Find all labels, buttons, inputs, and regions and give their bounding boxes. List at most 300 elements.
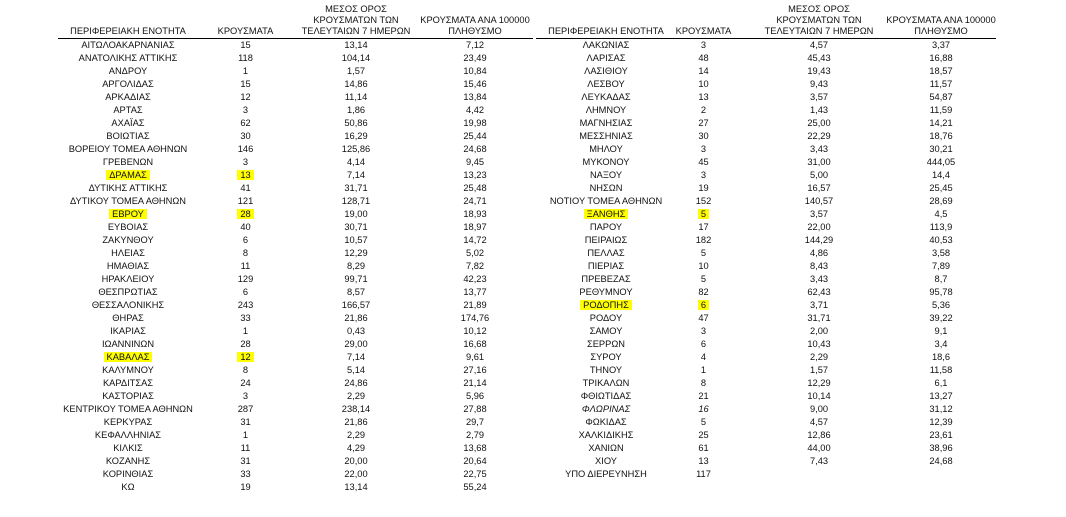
cell-avg7 bbox=[759, 260, 879, 273]
cell-avg7-text: 104,14 bbox=[341, 53, 371, 63]
cell-region bbox=[536, 78, 676, 91]
cell-cases-text: 31 bbox=[240, 417, 251, 427]
cell-cases-text: 1 bbox=[242, 326, 249, 336]
cell-region-text: ΚΟΖΑΝΗΣ bbox=[105, 456, 151, 466]
cell-region bbox=[58, 286, 198, 299]
cell-cases-text: 5 bbox=[700, 274, 707, 284]
cell-avg7-text: 125,86 bbox=[341, 144, 371, 154]
cell-per100k-text: 18,6 bbox=[931, 352, 951, 362]
cell-per100k-text: 13,68 bbox=[463, 443, 487, 453]
cell-per100k-text: 31,12 bbox=[929, 404, 953, 414]
cell-per100k-text: 42,23 bbox=[463, 274, 487, 284]
cell-avg7-text: 9,43 bbox=[809, 79, 829, 89]
cell-cases-text: 1 bbox=[242, 430, 249, 440]
cell-avg7-text: 16,29 bbox=[344, 131, 368, 141]
cell-avg7-text: 12,29 bbox=[807, 378, 831, 388]
cell-region bbox=[536, 312, 676, 325]
cell-region bbox=[536, 182, 676, 195]
cell-cases-text: 24 bbox=[240, 378, 251, 388]
cell-cases-text: 6 bbox=[242, 287, 249, 297]
cell-cases bbox=[208, 182, 283, 195]
cell-cases bbox=[666, 351, 741, 364]
cell-cases bbox=[666, 403, 741, 416]
cell-avg7-text: 3,57 bbox=[809, 209, 829, 219]
cell-region-text: ΛΑΡΙΣΑΣ bbox=[586, 53, 626, 63]
cell-cases bbox=[208, 481, 283, 494]
cell-avg7-text: 3,71 bbox=[809, 300, 829, 310]
cell-cases bbox=[208, 234, 283, 247]
cell-region-text: ΑΧΑΪΑΣ bbox=[111, 118, 145, 128]
cell-region bbox=[58, 364, 198, 377]
cell-per100k bbox=[876, 286, 1006, 299]
cell-cases bbox=[208, 195, 283, 208]
cell-region bbox=[58, 221, 198, 234]
cell-region-text: ΠΕΛΛΑΣ bbox=[587, 248, 625, 258]
cell-per100k bbox=[410, 403, 540, 416]
cell-avg7-text: 128,71 bbox=[341, 196, 371, 206]
header-avg7 bbox=[759, 4, 879, 37]
cell-region-text: ΜΗΛΟΥ bbox=[589, 144, 623, 154]
cell-avg7 bbox=[296, 65, 416, 78]
cell-region bbox=[58, 91, 198, 104]
cell-avg7 bbox=[296, 52, 416, 65]
cell-region-text: ΜΕΣΣΗΝΙΑΣ bbox=[579, 131, 633, 141]
cell-avg7-text: 2,29 bbox=[809, 352, 829, 362]
cell-region-text: ΠΑΡΟΥ bbox=[589, 222, 623, 232]
cell-per100k bbox=[410, 234, 540, 247]
cell-per100k-text: 21,89 bbox=[463, 300, 487, 310]
cell-per100k bbox=[876, 221, 1006, 234]
cell-avg7-text: 14,86 bbox=[344, 79, 368, 89]
cell-region bbox=[536, 260, 676, 273]
cell-region-text: ΡΕΘΥΜΝΟΥ bbox=[579, 287, 633, 297]
cell-cases bbox=[666, 130, 741, 143]
cell-region bbox=[536, 143, 676, 156]
cell-per100k-text: 444,05 bbox=[926, 157, 956, 167]
cell-per100k bbox=[410, 78, 540, 91]
cell-cases bbox=[666, 143, 741, 156]
cell-cases-text: 16 bbox=[698, 404, 709, 414]
cell-region-text: ΛΑΣΙΘΙΟΥ bbox=[584, 66, 628, 76]
cell-region bbox=[58, 156, 198, 169]
cell-cases-text: 13 bbox=[237, 170, 253, 180]
cell-cases bbox=[666, 429, 741, 442]
cell-region-text: ΙΩΑΝΝΙΝΩΝ bbox=[101, 339, 155, 349]
cell-cases bbox=[666, 364, 741, 377]
cell-region-text: ΛΑΚΩΝΙΑΣ bbox=[582, 40, 630, 50]
cell-region-text: ΔΡΑΜΑΣ bbox=[106, 170, 150, 180]
cell-avg7-text: 3,43 bbox=[809, 144, 829, 154]
cell-per100k-text: 3,4 bbox=[934, 339, 948, 349]
cell-cases-text: 182 bbox=[695, 235, 712, 245]
cell-avg7-text: 4,14 bbox=[346, 157, 366, 167]
cell-per100k bbox=[410, 286, 540, 299]
header-region: ΠΕΡΙΦΕΡΕΙΑΚΗ ΕΝΟΤΗΤΑ bbox=[70, 26, 186, 36]
cell-region-text: ΣΕΡΡΩΝ bbox=[586, 339, 625, 349]
cell-avg7 bbox=[759, 39, 879, 52]
cell-per100k bbox=[410, 208, 540, 221]
cell-cases bbox=[208, 39, 283, 52]
cell-per100k-text: 11,57 bbox=[929, 79, 953, 89]
cell-cases bbox=[666, 78, 741, 91]
cell-region bbox=[536, 286, 676, 299]
cell-per100k bbox=[410, 312, 540, 325]
cell-region bbox=[536, 65, 676, 78]
cell-per100k bbox=[876, 143, 1006, 156]
cell-per100k-text: 9,45 bbox=[465, 157, 485, 167]
cell-cases-text: 14 bbox=[698, 66, 709, 76]
cell-per100k bbox=[876, 416, 1006, 429]
cell-cases bbox=[208, 455, 283, 468]
cell-per100k bbox=[410, 156, 540, 169]
cell-avg7-text: 5,00 bbox=[809, 170, 829, 180]
cell-avg7-text: 4,86 bbox=[809, 248, 829, 258]
cell-per100k-text: 18,93 bbox=[463, 209, 487, 219]
cell-region bbox=[58, 169, 198, 182]
cell-region-text: ΑΝΑΤΟΛΙΚΗΣ ΑΤΤΙΚΗΣ bbox=[78, 53, 178, 63]
cell-per100k-text: 25,48 bbox=[463, 183, 487, 193]
cell-cases bbox=[666, 325, 741, 338]
cell-per100k bbox=[876, 182, 1006, 195]
cell-cases-text: 3 bbox=[242, 157, 249, 167]
cell-region bbox=[58, 260, 198, 273]
cell-avg7-text: 30,71 bbox=[344, 222, 368, 232]
cell-region-text: ΔΥΤΙΚΟΥ ΤΟΜΕΑ ΑΘΗΝΩΝ bbox=[69, 196, 187, 206]
cell-cases-text: 1 bbox=[700, 365, 707, 375]
cell-avg7 bbox=[759, 312, 879, 325]
cell-region-text: ΝΗΣΩΝ bbox=[589, 183, 623, 193]
cell-cases bbox=[208, 442, 283, 455]
cell-avg7-text: 20,00 bbox=[344, 456, 368, 466]
cell-per100k bbox=[876, 234, 1006, 247]
cell-per100k bbox=[410, 247, 540, 260]
cell-cases-text: 6 bbox=[700, 339, 707, 349]
cell-per100k bbox=[410, 182, 540, 195]
cell-region-text: ΧΑΝΙΩΝ bbox=[588, 443, 624, 453]
cell-cases-text: 8 bbox=[700, 378, 707, 388]
cell-region bbox=[536, 52, 676, 65]
cell-avg7-text: 4,57 bbox=[809, 417, 829, 427]
cell-per100k bbox=[876, 325, 1006, 338]
cell-region bbox=[58, 143, 198, 156]
cell-per100k bbox=[410, 364, 540, 377]
cell-region bbox=[58, 429, 198, 442]
cell-cases-text: 8 bbox=[242, 248, 249, 258]
cell-avg7 bbox=[759, 403, 879, 416]
cell-per100k-text: 27,88 bbox=[463, 404, 487, 414]
cell-avg7 bbox=[759, 169, 879, 182]
cell-per100k bbox=[410, 325, 540, 338]
cell-avg7-text: 4,57 bbox=[809, 40, 829, 50]
cell-per100k-text: 9,1 bbox=[934, 326, 948, 336]
cell-region-text: ΤΗΝΟΥ bbox=[589, 365, 623, 375]
cell-cases-text: 48 bbox=[698, 53, 709, 63]
header-avg7-line3: ΤΕΛΕΥΤΑΙΩΝ 7 ΗΜΕΡΩΝ bbox=[764, 26, 874, 36]
cell-avg7 bbox=[296, 455, 416, 468]
cell-cases bbox=[666, 390, 741, 403]
cell-region-text: ΜΑΓΝΗΣΙΑΣ bbox=[579, 118, 633, 128]
cell-per100k-text: 16,68 bbox=[463, 339, 487, 349]
header-avg7-line1: ΜΕΣΟΣ ΟΡΟΣ bbox=[788, 4, 850, 14]
cell-avg7-text: 144,29 bbox=[804, 235, 834, 245]
cell-per100k-text: 5,02 bbox=[465, 248, 485, 258]
cell-avg7 bbox=[759, 325, 879, 338]
cell-avg7-text: 29,00 bbox=[344, 339, 368, 349]
cell-region bbox=[58, 117, 198, 130]
cell-cases bbox=[208, 390, 283, 403]
cell-region bbox=[536, 351, 676, 364]
cell-avg7-text: 22,29 bbox=[807, 131, 831, 141]
header-per100k-line1: ΚΡΟΥΣΜΑΤΑ ΑΝΑ 100000 bbox=[886, 15, 996, 25]
cell-cases-text: 41 bbox=[240, 183, 251, 193]
cell-cases-text: 3 bbox=[700, 40, 707, 50]
cell-region-text: ΝΑΞΟΥ bbox=[589, 170, 623, 180]
cell-region-text: ΚΕΦΑΛΛΗΝΙΑΣ bbox=[94, 430, 162, 440]
cell-region bbox=[58, 65, 198, 78]
cell-avg7 bbox=[296, 403, 416, 416]
cell-avg7 bbox=[296, 390, 416, 403]
cell-cases bbox=[208, 260, 283, 273]
header-avg7-line2: ΚΡΟΥΣΜΑΤΩΝ ΤΩΝ bbox=[776, 15, 862, 25]
cell-avg7 bbox=[296, 208, 416, 221]
cell-avg7 bbox=[759, 377, 879, 390]
cell-cases-text: 13 bbox=[698, 92, 709, 102]
cell-avg7 bbox=[296, 429, 416, 442]
cell-cases bbox=[208, 364, 283, 377]
cell-avg7-text: 1,57 bbox=[346, 66, 366, 76]
cell-cases-text: 11 bbox=[240, 443, 251, 453]
cell-region-text: ΠΙΕΡΙΑΣ bbox=[587, 261, 625, 271]
cell-per100k-text: 3,37 bbox=[931, 40, 951, 50]
cell-cases-text: 3 bbox=[242, 105, 249, 115]
cell-region-text: ΦΛΩΡΙΝΑΣ bbox=[581, 404, 631, 414]
cell-avg7 bbox=[759, 156, 879, 169]
cell-avg7 bbox=[296, 273, 416, 286]
cell-per100k bbox=[410, 429, 540, 442]
cell-avg7-text: 10,57 bbox=[344, 235, 368, 245]
cell-avg7 bbox=[759, 221, 879, 234]
cell-per100k bbox=[876, 156, 1006, 169]
cell-per100k bbox=[876, 455, 1006, 468]
cell-region-text: ΛΕΥΚΑΔΑΣ bbox=[581, 92, 631, 102]
cell-region bbox=[58, 52, 198, 65]
cell-avg7-text: 7,43 bbox=[809, 456, 829, 466]
cell-region-text: ΚΑΣΤΟΡΙΑΣ bbox=[102, 391, 154, 401]
cell-avg7-text: 140,57 bbox=[804, 196, 834, 206]
cell-cases bbox=[666, 286, 741, 299]
cell-region bbox=[58, 442, 198, 455]
cell-avg7 bbox=[296, 351, 416, 364]
cell-avg7 bbox=[759, 78, 879, 91]
cell-cases-text: 12 bbox=[240, 92, 251, 102]
cell-per100k-text: 54,87 bbox=[929, 92, 953, 102]
cell-cases bbox=[666, 52, 741, 65]
cell-per100k bbox=[410, 338, 540, 351]
cell-avg7 bbox=[759, 182, 879, 195]
cell-region bbox=[536, 390, 676, 403]
cell-avg7-text: 13,14 bbox=[344, 40, 368, 50]
cell-per100k bbox=[410, 442, 540, 455]
cell-avg7-text: 9,00 bbox=[809, 404, 829, 414]
cell-per100k-text: 24,68 bbox=[929, 456, 953, 466]
cell-cases bbox=[666, 455, 741, 468]
cell-region-text: ΒΟΙΩΤΙΑΣ bbox=[106, 131, 150, 141]
cell-avg7 bbox=[759, 143, 879, 156]
cell-avg7 bbox=[759, 390, 879, 403]
cell-region bbox=[536, 442, 676, 455]
cell-per100k bbox=[410, 416, 540, 429]
cell-avg7 bbox=[296, 104, 416, 117]
cell-cases bbox=[666, 377, 741, 390]
cell-region bbox=[536, 39, 676, 52]
cell-per100k bbox=[410, 91, 540, 104]
cell-avg7 bbox=[296, 325, 416, 338]
cell-region bbox=[58, 130, 198, 143]
cell-cases-text: 62 bbox=[240, 118, 251, 128]
cell-region-text: ΚΑΛΥΜΝΟΥ bbox=[102, 365, 154, 375]
cell-region-text: ΑΡΚΑΔΙΑΣ bbox=[105, 92, 151, 102]
cell-per100k-text: 20,64 bbox=[463, 456, 487, 466]
cell-avg7-text: 13,14 bbox=[344, 482, 368, 492]
cell-region bbox=[536, 468, 676, 481]
cell-region bbox=[536, 299, 676, 312]
cell-avg7-text: 3,57 bbox=[809, 92, 829, 102]
cell-cases bbox=[666, 182, 741, 195]
cell-cases-text: 33 bbox=[240, 469, 251, 479]
cell-region bbox=[536, 104, 676, 117]
cell-avg7-text: 44,00 bbox=[807, 443, 831, 453]
cell-cases-text: 47 bbox=[698, 313, 709, 323]
cell-cases-text: 117 bbox=[696, 469, 711, 479]
cell-per100k-text: 14,21 bbox=[929, 118, 953, 128]
cell-region bbox=[58, 325, 198, 338]
cell-region bbox=[58, 247, 198, 260]
cell-cases-text: 121 bbox=[237, 196, 254, 206]
cell-avg7 bbox=[759, 208, 879, 221]
cell-cases-text: 10 bbox=[698, 79, 709, 89]
cell-region-text: ΙΚΑΡΙΑΣ bbox=[110, 326, 146, 336]
cell-avg7 bbox=[296, 78, 416, 91]
cell-avg7-text: 7,14 bbox=[346, 170, 366, 180]
cell-cases-text: 129 bbox=[237, 274, 254, 284]
cell-cases-text: 3 bbox=[700, 326, 707, 336]
cell-per100k-text: 14,4 bbox=[931, 170, 951, 180]
cell-region bbox=[536, 221, 676, 234]
cell-region bbox=[536, 208, 676, 221]
cell-cases-text: 61 bbox=[698, 443, 709, 453]
cell-cases-text: 152 bbox=[695, 196, 712, 206]
cell-avg7 bbox=[759, 104, 879, 117]
cell-region bbox=[58, 182, 198, 195]
cell-per100k-text: 9,61 bbox=[465, 352, 485, 362]
cell-avg7 bbox=[759, 117, 879, 130]
cell-cases bbox=[208, 273, 283, 286]
cell-per100k bbox=[410, 65, 540, 78]
cell-avg7-text: 2,29 bbox=[346, 391, 366, 401]
cell-region-text: ΑΝΔΡΟΥ bbox=[108, 66, 148, 76]
cell-region-text: ΦΘΙΩΤΙΔΑΣ bbox=[580, 391, 632, 401]
cell-region-text: ΚΕΝΤΡΙΚΟΥ ΤΟΜΕΑ ΑΘΗΝΩΝ bbox=[63, 404, 193, 414]
cell-region-text: ΛΗΜΝΟΥ bbox=[585, 105, 627, 115]
cell-per100k bbox=[876, 338, 1006, 351]
cell-cases bbox=[208, 117, 283, 130]
cell-region bbox=[58, 390, 198, 403]
cell-cases bbox=[208, 78, 283, 91]
cell-avg7-text: 12,86 bbox=[807, 430, 831, 440]
cell-per100k bbox=[876, 429, 1006, 442]
cell-avg7 bbox=[296, 130, 416, 143]
cell-per100k-text: 6,1 bbox=[934, 378, 948, 388]
cell-cases-text: 118 bbox=[238, 53, 253, 63]
cell-region bbox=[536, 377, 676, 390]
cell-region-text: ΖΑΚΥΝΘΟΥ bbox=[102, 235, 154, 245]
cell-avg7 bbox=[296, 143, 416, 156]
cell-cases-text: 5 bbox=[698, 209, 709, 219]
cell-per100k bbox=[876, 78, 1006, 91]
cell-avg7-text: 45,43 bbox=[807, 53, 831, 63]
cell-cases-text: 8 bbox=[242, 365, 249, 375]
cell-cases-text: 3 bbox=[700, 144, 707, 154]
cell-region-text: ΡΟΔΟΠΗΣ bbox=[580, 300, 632, 310]
cell-per100k-text: 22,75 bbox=[463, 469, 487, 479]
cell-cases-text: 82 bbox=[698, 287, 709, 297]
cell-per100k bbox=[410, 39, 540, 52]
cell-cases-text: 15 bbox=[240, 79, 251, 89]
cell-avg7-text: 1,86 bbox=[346, 105, 366, 115]
cell-avg7-text: 3,43 bbox=[809, 274, 829, 284]
cell-avg7 bbox=[759, 442, 879, 455]
cell-region bbox=[58, 377, 198, 390]
cell-region bbox=[58, 273, 198, 286]
cell-region-text: ΜΥΚΟΝΟΥ bbox=[582, 157, 630, 167]
cell-cases bbox=[208, 299, 283, 312]
header-avg7-line1: ΜΕΣΟΣ ΟΡΟΣ bbox=[325, 4, 387, 14]
cell-per100k-text: 39,22 bbox=[929, 313, 953, 323]
cell-region bbox=[536, 156, 676, 169]
cell-cases-text: 243 bbox=[237, 300, 254, 310]
cell-region bbox=[58, 481, 198, 494]
cell-avg7-text: 12,29 bbox=[344, 248, 368, 258]
cell-avg7-text: 8,43 bbox=[809, 261, 829, 271]
cell-region-text: ΣΑΜΟΥ bbox=[589, 326, 623, 336]
cell-region bbox=[536, 429, 676, 442]
cell-cases-text: 28 bbox=[237, 209, 253, 219]
cell-region bbox=[58, 312, 198, 325]
cell-avg7-text: 1,43 bbox=[809, 105, 829, 115]
cell-region bbox=[58, 351, 198, 364]
cell-region bbox=[58, 39, 198, 52]
cell-region bbox=[536, 273, 676, 286]
cell-avg7 bbox=[296, 39, 416, 52]
cell-per100k-text: 28,69 bbox=[929, 196, 953, 206]
cell-region-text: ΝΟΤΙΟΥ ΤΟΜΕΑ ΑΘΗΝΩΝ bbox=[549, 196, 663, 206]
cell-region bbox=[58, 78, 198, 91]
cell-cases-text: 1 bbox=[242, 66, 249, 76]
cell-region bbox=[58, 234, 198, 247]
cell-region-text: ΠΕΙΡΑΙΩΣ bbox=[584, 235, 628, 245]
cell-region bbox=[536, 416, 676, 429]
cell-region bbox=[536, 247, 676, 260]
cell-per100k bbox=[410, 221, 540, 234]
cell-avg7 bbox=[296, 299, 416, 312]
cell-cases-text: 33 bbox=[240, 313, 251, 323]
cell-avg7 bbox=[296, 234, 416, 247]
cell-per100k bbox=[876, 117, 1006, 130]
cell-per100k-text: 38,96 bbox=[929, 443, 953, 453]
cell-per100k bbox=[410, 468, 540, 481]
cell-region-text: ΔΥΤΙΚΗΣ ΑΤΤΙΚΗΣ bbox=[88, 183, 168, 193]
header-avg7 bbox=[296, 4, 416, 37]
